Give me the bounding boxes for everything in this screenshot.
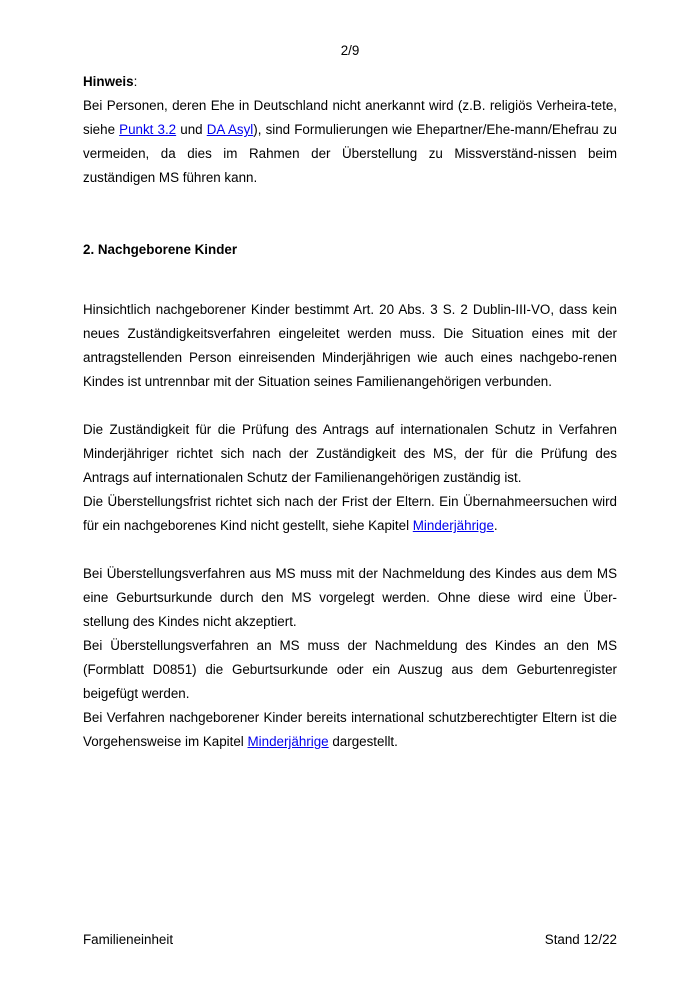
hinweis-text-1: Bei Personen, deren Ehe in Deutschland nicht anerkannt wird (z.B. religiös Verheira-tete, siehe [83,98,617,137]
link-punkt-3-2[interactable]: Punkt 3.2 [119,122,177,137]
paragraph-3-end: . [493,518,498,533]
link-minderjaehrige-2[interactable]: Minderjährige [247,734,329,749]
section-heading: 2. Nachgeborene Kinder [83,242,238,257]
paragraph-6-end: dargestellt. [328,734,398,749]
paragraph-4: Bei Überstellungsverfahren aus MS muss mit der Nachmeldung des Kindes aus dem MS eine Geburtsurkunde durch den MS vorgelegt werden. Ohne diese wird eine Über-stellung des Kindes nicht akzeptiert. [83,566,617,629]
link-minderjaehrige-1[interactable]: Minderjährige [412,518,494,533]
paragraph-5: Bei Überstellungsverfahren an MS muss der Nachmeldung des Kindes an den MS (Formblatt D0851) die Geburtsurkunde oder ein Auszug aus dem Geburtenregister beigefügt werden. [83,638,617,701]
page-number: 2/9 [340,43,360,58]
hinweis-text-3: ), sind Formulierungen wie Ehepartner/Ehe-mann/Ehefrau zu vermeiden, da dies im Rahmen der Überstellung zu Missverständ-nissen beim zuständigen MS führen kann. [83,122,618,185]
paragraph-6-text: Bei Verfahren nachgeborener Kinder bereits international schutzberechtigter Eltern ist die Vorgehensweise im Kapitel [83,710,617,749]
hinweis-colon: : [133,74,138,89]
paragraph-6 [83,706,617,754]
paragraph-2: Die Zuständigkeit für die Prüfung des Antrags auf internationalen Schutz in Verfahren Minderjähriger richtet sich nach der Zuständigkeit des MS, der für die Prüfung des Antrags auf internationalen Schutz der Familienangehörigen zuständig ist. [83,422,617,485]
footer-title: Familieneinheit [83,932,174,947]
link-da-asyl[interactable]: DA Asyl [206,122,254,137]
hinweis-block [83,70,617,190]
paragraph-1: Hinsichtlich nachgeborener Kinder bestimmt Art. 20 Abs. 3 S. 2 Dublin-III-VO, dass kein neues Zuständigkeitsverfahren eingeleitet werden muss. Die Situation eines mit der antragstellenden Person einreisenden Minderjährigen wie auch eines nachgebo-renen Kindes ist untrennbar mit der Situation seines Familienangehörigen verbunden. [83,302,617,389]
paragraph-3-text: Die Überstellungsfrist richtet sich nach der Frist der Eltern. Ein Übernahmeersuchen wird für ein nachgeborenes Kind nicht gestellt, siehe Kapitel [83,494,617,533]
hinweis-heading [83,70,617,94]
footer-date: Stand 12/22 [544,932,617,947]
hinweis-text-2: und [176,122,207,137]
document-body [83,70,617,754]
hinweis-paragraph [83,94,617,190]
hinweis-title: Hinweis [83,74,134,89]
paragraph-3 [83,490,617,538]
